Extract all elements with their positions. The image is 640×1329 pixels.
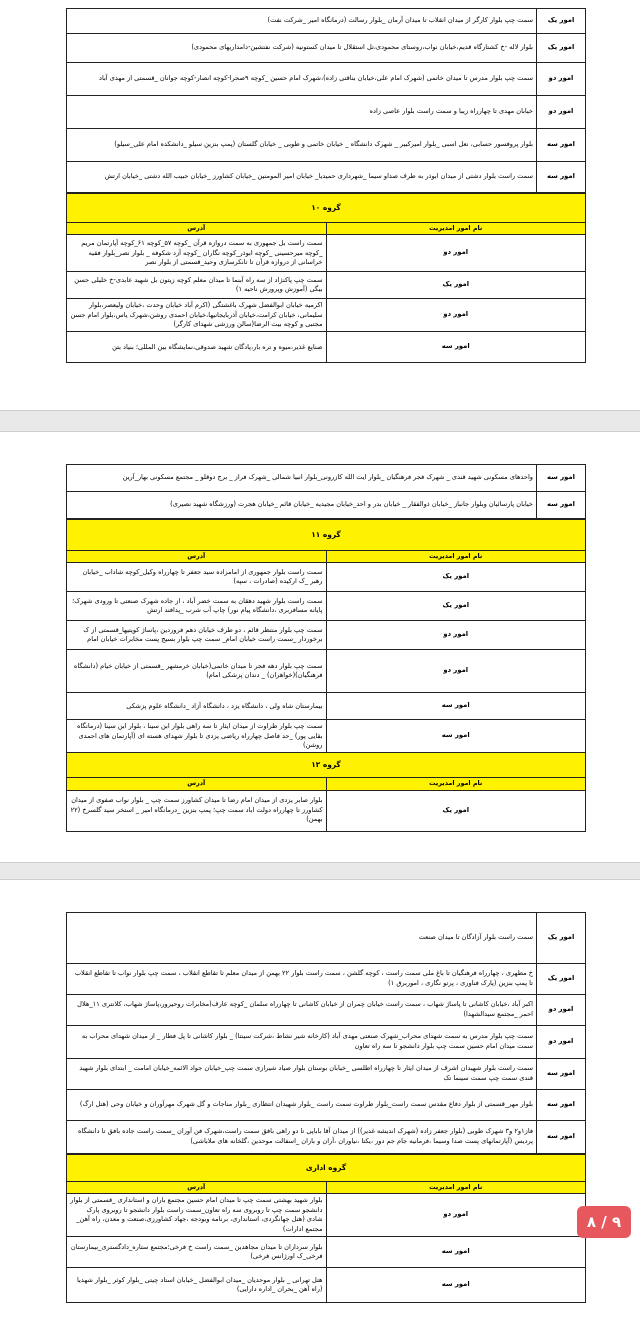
table-row: [67, 1059, 586, 1090]
page-2: [66, 464, 586, 832]
region-cell: امور دو: [326, 650, 586, 693]
region-cell: امور یک: [537, 913, 586, 964]
region-cell: امور سه: [326, 1237, 586, 1268]
table-row: [67, 34, 586, 63]
group-10-subheader: [67, 223, 586, 235]
address-cell: بلوار سرداران تا میدان مجاهدین _سمت راست خ فرخی؛مجتمع ستاره_دادگستری_بیمارستان فرخی_ک اورژانس فرخی): [67, 1237, 327, 1268]
address-cell: سمت چپ بلوار کارگر از میدان انقلاب تا میدان آرمان _بلوار رسالت (درمانگاه امیر _شرکت نفت): [67, 9, 537, 34]
col-address-header: آدرس: [67, 551, 327, 563]
region-cell: امور سه: [537, 492, 586, 519]
address-cell: خیابان پارسائیان وبلوار جانباز _خیابان ذوالفقار _ خیابان بدر و احد_خیابان مجیدیه _خیابان قائم _خیابان هجرت (ورزشگاه شهید نصیری): [67, 492, 537, 519]
table-row: [67, 299, 586, 332]
address-cell: سمت راست بل جمهوری به سمت دروازه قرآن _کوچه ۵۷_کوچه ۶۱_کوچه آپارتمان مریم _کوچه میرحسینی _کوچه ابوذر_کوچه نگاران _کوچه آزد شکوفه _ بلوار نصر_بلوار فقیه خراسانی از دروازه قرآن تا تانکرسازی وحید_قسمتی از بلوار نصر: [67, 235, 327, 272]
address-cell: سمت چپ پاکنژاد از سه راه آبنما تا میدان معلم کوچه زیتون بل شهید عابدی-خ خلیلی حسن بیگی (آموزش وپرورش ناحیه ۱): [67, 272, 327, 299]
region-cell: امور دو: [537, 1026, 586, 1059]
region-cell: امور یک: [537, 964, 586, 995]
page-separator-1: [0, 410, 640, 432]
address-cell: بلوار مهر_قسمتی از بلوار دفاع مقدس سمت راست_بلوار طراوت سمت راست _بلوار شهیدان انتظاری _بلوار مناجات و گل شهرک مهرآوران و خیابان وحی (هتل ارگ): [67, 1090, 537, 1121]
table-row: [67, 621, 586, 650]
col-address-header: آدرس: [67, 1182, 327, 1194]
table-row: [67, 1194, 586, 1237]
page-1: [66, 8, 586, 363]
address-cell: سمت چپ بلوار طراوت از میدان ایثار تا سه راهی بلوار ابن سینا ، بلوار ابن سینا (درمانگاه بقایی پور) _حد فاصل چهارراه ریاضی یزدی تا بلوار شهدای هسته ای (آپارتمان های احمدی روشن): [67, 720, 327, 753]
table-row: [67, 1121, 586, 1154]
region-cell: امور دو: [326, 1194, 586, 1237]
region-cell: امور سه: [537, 162, 586, 193]
group-10-table: [66, 193, 586, 363]
address-cell: سمت راست بلوار آزادگان تا میدان صنعت: [67, 913, 537, 964]
group-11-table: [66, 519, 586, 832]
page-separator-2: [0, 862, 640, 880]
region-cell: امور سه: [326, 720, 586, 753]
region-cell: امور دو: [537, 63, 586, 96]
address-cell: سمت راست بلوار شهیدان اشرف از میدان ایثار تا چهارراه اطلسی _خیابان بوستان بلوار صیاد شیرازی سمت چپ_خیابان جواد الائمه_خیابان امامت _ ابتدای بلوار شهید قندی سمت چپ سمت سینما تک: [67, 1059, 537, 1090]
region-cell: امور یک: [326, 563, 586, 592]
address-cell: سمت چپ بلوار مدرس تا میدان خاتمی (شهرک امام علی،خیابان بناقتی زاده)،شهرک امام حسین _کوچه ۹صحرا-کوچه انصار-کوچه جوانان _قسمتی از مهدی آباد: [67, 63, 537, 96]
table-row: [67, 465, 586, 492]
table-row: [67, 1268, 586, 1303]
address-cell: سمت راست بلوار دشتی از میدان ابوذر به طرف صداو سیما _شهرداری حمیدیا_ خیابان امیر المومنین _خیابان کشاورز _خیابان حبیب الله دشتی _خیابان ارتش: [67, 162, 537, 193]
group-10-title: گروه ۱۰: [67, 194, 586, 223]
address-cell: اکرمیه خیابان ابوالفضل شهرک باغشتگی (اکرم آباد خیابان وحدت ،خیابان ولیعصر،بلوار سلیمانی، خیابان کرامت،خیابان آذربایجانیها،خیابان احمدی روشن،شهرک یاس،بلوار امام حسن مجتبی و کوچه بیت الرضا(سالن ورزشی شهدای کارگر): [67, 299, 327, 332]
region-cell: امور سه: [537, 465, 586, 492]
region-cell: امور دو: [537, 995, 586, 1026]
group-admin-subheader: [67, 1182, 586, 1194]
table-row: [67, 995, 586, 1026]
table-row: [67, 790, 586, 831]
address-cell: بلوار پروفسور حسابی، نعل اسبی _بلوار امیرکبیر _ شهرک دانشگاه _ خیابان خاتمی و طوبی _ خیابان گلستان (پمپ بنزین سیلو _دانشکده امام علی_سیلو): [67, 129, 537, 162]
group-admin-title: گروه اداری: [67, 1155, 586, 1182]
group-admin-header: [67, 1155, 586, 1182]
region-cell: امور سه: [537, 129, 586, 162]
table-row: [67, 693, 586, 720]
address-cell: سمت راست بلوار جمهوری از امامزاده سید جعفر تا چهارراه وکیل_کوچه شاداب _خیابان رهبر _ک ارکیده (صادرات ، سپه): [67, 563, 327, 592]
region-cell: امور یک: [537, 34, 586, 63]
region-cell: امور یک: [537, 9, 586, 34]
col-region-header: نام امور امدیریت: [326, 778, 586, 790]
address-cell: بلوار شهید بهشتی سمت چپ تا میدان امام حسین مجتمع باران و استانداری _قسمتی از بلوار دانشجو سمت چپ تا روبروی سه راه تعاون_سمت راست بلوار دانشجو تا روبروی پارک شادی (هتل جهانگردی، استانداری، برنامه وبودجه ،جهاد کشاورزی،صنعت و معدن، راه آهن_ مجتمع ادارات): [67, 1194, 327, 1237]
col-region-header: نام امور امدیریت: [326, 1182, 586, 1194]
address-cell: سمت چپ بلوار مدرس به سمت شهدای محراب_شهرک صنعتی مهدی آباد (کارخانه شیر نشاط ،شرکت سینتا) _ بلوار کاشانی تا پل فطار _ از میدان شهدای محراب به سمت میدان امام حسین سمت چپ بلوار دانشجو تا سه راه تعاون: [67, 1026, 537, 1059]
table-row: [67, 650, 586, 693]
address-cell: فاز۱و۲ و۳ شهرک طوبی (بلوار جعفر زاده (شهرک اندیشه غدیر)) از میدان آقا باباپی تا دو راهی بافق سمت راست،شهرک فن آوران _سمت راست جاده بافق تا دانشگاه پردیس (آپارتمانهای پست صدا وسیما ،فرمانیه جام جم دور ،یکتا ،نیاوران ،آران و باران _اسفالت موحدین ،گلخانه های ملاباشی): [67, 1121, 537, 1154]
region-cell: امور یک: [326, 592, 586, 621]
table-row: [67, 162, 586, 193]
page-3: [66, 912, 586, 1303]
group-11-title: گروه ۱۱: [67, 520, 586, 551]
address-cell: بیمارستان شاه ولی ، دانشگاه یزد ، دانشگاه آزاد _دانشگاه علوم پزشکی: [67, 693, 327, 720]
table-row: [67, 1026, 586, 1059]
address-cell: سمت چپ بلوار دهه فجر تا میدان خاتمی(خیابان خرمشهر _قسمتی از خیابان خیام (دانشگاه فرهنگیان)(خواهران) _ دندان پزشکی امام): [67, 650, 327, 693]
address-cell: صنایع غذیر،میوه و تره بار،پادگان شهید صدوقی،نمایشگاه بین المللی؛ بنیاد بتن: [67, 332, 327, 363]
col-address-header: آدرس: [67, 223, 327, 235]
group-11-subheader: [67, 551, 586, 563]
group-12-subheader: [67, 778, 586, 790]
region-cell: امور دو: [326, 621, 586, 650]
table-row: [67, 332, 586, 363]
region-cell: امور دو: [537, 96, 586, 129]
address-cell: سمت راست بلوار شهید دهقان به سمت خضر آباد ، از جاده شهرک صنعتی تا ورودی شهرک؛ پایانه مسافربری ،دانشگاه پیام نور) چاپ آب شرب _پدافند ارتش: [67, 592, 327, 621]
address-cell: سمت چپ بلوار منتظر قائم ، دو طرف خیابان دهم فروردین ،پاساژ کویتیها_قسمتی از ک برخوردار _سمت راست خیابان امام_ سمت چپ بلوار بسیج پست مخابرات خیابان امام: [67, 621, 327, 650]
col-region-header: نام امور امدیریت: [326, 223, 586, 235]
table-row: [67, 592, 586, 621]
table-row: [67, 63, 586, 96]
region-cell: امور دو: [326, 299, 586, 332]
region-cell: امور سه: [537, 1090, 586, 1121]
table-row: [67, 129, 586, 162]
table-row: [67, 272, 586, 299]
region-cell: امور سه: [537, 1059, 586, 1090]
table-row: [67, 913, 586, 964]
region-cell: امور یک: [326, 790, 586, 831]
page-indicator-badge[interactable]: ۸ / ۹: [577, 1206, 631, 1238]
table-row: [67, 1090, 586, 1121]
address-cell: بلوار لاله -خ کشتارگاه قدیم،خیابان نواب،روستای محمودی،تل استقلال تا میدان کستونیه (شرکت نفتشین-دامداریهای محمودی): [67, 34, 537, 63]
address-cell: خیابان مهدی تا چهارراه زیبا و سمت راست بلوار عاصی زاده: [67, 96, 537, 129]
region-cell: امور یک: [326, 272, 586, 299]
region-cell: امور سه: [537, 1121, 586, 1154]
group-10-header: [67, 194, 586, 223]
region-cell: امور دو: [326, 235, 586, 272]
address-cell: اکبر آباد ،خیابان کاشانی تا پاساژ شهاب ، سمت راست خیابان چمران از خیابان کاشانی تا چهارراه سلمان _کوچه عارف(مخابرات روحیرور،پاساژ شهاب، کلانتری ۱۱_هلال احمر _مجتمع سیدالشهدا): [67, 995, 537, 1026]
col-address-header: آدرس: [67, 778, 327, 790]
group-11-header: [67, 520, 586, 551]
page3-table-top: [66, 912, 586, 1154]
address-cell: بلوار صابر یزدی از میدان امام رضا تا میدان کشاورز سمت چپ _ بلوار نواب صفوی از میدان کشاورز تا چهارراه دولت اباد سمت چپ؛ پمپ بنزین _درمانگاه امیر _ استخر سید گلسرخ (۲۲ بهمن): [67, 790, 327, 831]
table-row: [67, 563, 586, 592]
table-row: [67, 235, 586, 272]
region-cell: امور سه: [326, 332, 586, 363]
region-cell: امور سه: [326, 693, 586, 720]
group-12-title: گروه ۱۲: [67, 753, 586, 778]
col-region-header: نام امور امدیریت: [326, 551, 586, 563]
table-row: [67, 96, 586, 129]
table-row: [67, 492, 586, 519]
table-row: [67, 720, 586, 753]
table-row: [67, 9, 586, 34]
address-cell: هتل تهرانی _ بلوار موحدیان _میدان ابوالفضل _خیابان استاد چیتی _بلوار کوثر _بلوار شهدیا (راه آهن _بحران _اداره دارایی): [67, 1268, 327, 1303]
page1-table-top: [66, 8, 586, 193]
table-row: [67, 964, 586, 995]
table-row: [67, 1237, 586, 1268]
address-cell: خ مطهری ، چهارراه فرهنگیان تا باغ ملی سمت راست ، کوچه گلشن ، سمت راست بلوار ۲۲ بهمن از میدان معلم تا تقاطع انقلاب ، سمت چپ بلوار نواب تا تقاطع انقلاب تا پمپ بنزین (پارک فناوری ، پرتو نگاری ، اموربرق ۱): [67, 964, 537, 995]
group-admin-table: [66, 1154, 586, 1303]
page2-table-top: [66, 464, 586, 519]
group-12-header: [67, 753, 586, 778]
region-cell: امور سه: [326, 1268, 586, 1303]
address-cell: واحدهای مسکونی شهید قندی _ شهرک فجر فرهنگیان _بلوار ایت الله کازرونی_بلوار انبیا شمالی _شهرک فراز _ برج دوقلو _ مجتمع مسکونی بهار_آرین: [67, 465, 537, 492]
